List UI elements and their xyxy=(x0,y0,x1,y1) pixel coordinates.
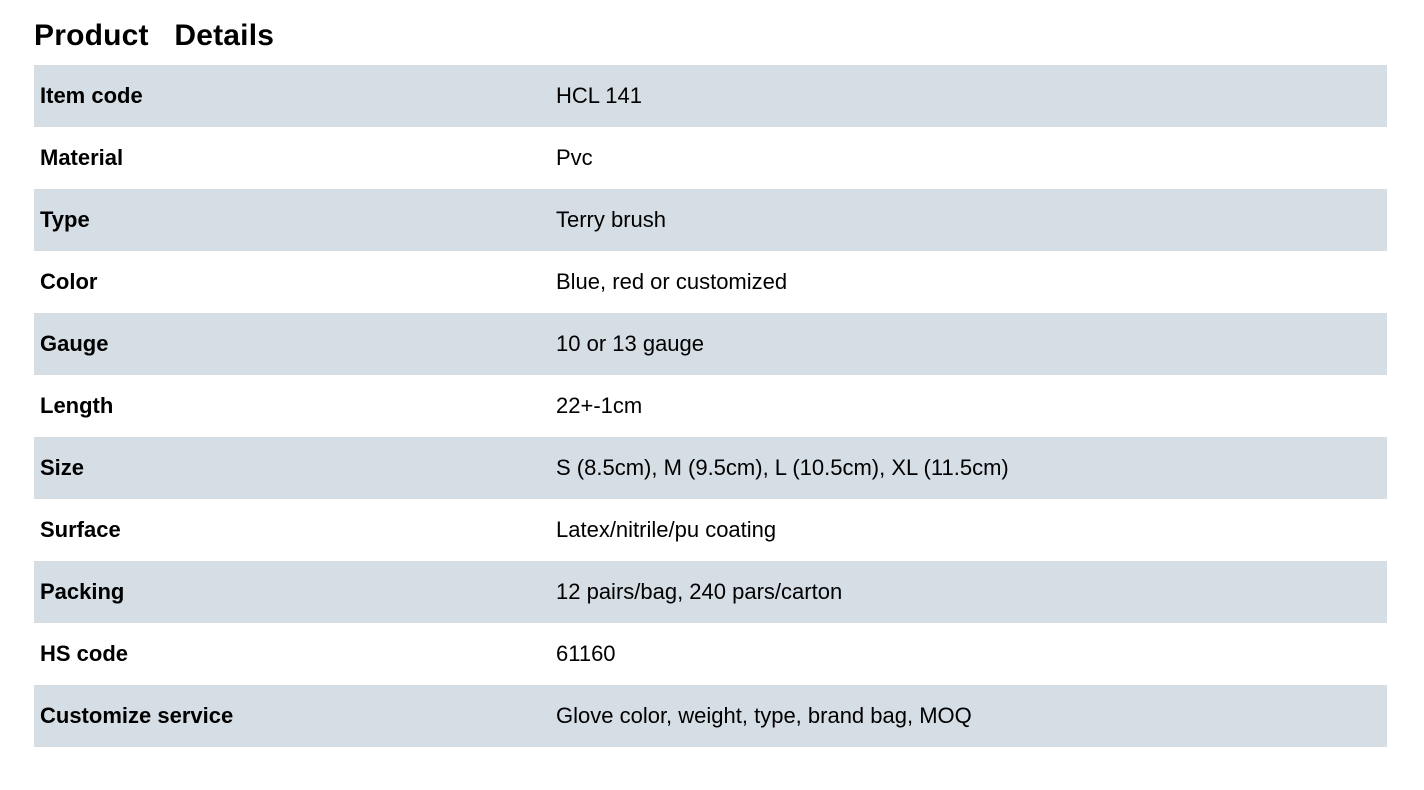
spec-label: Packing xyxy=(40,579,125,604)
product-details-table-body xyxy=(34,65,1387,747)
spec-value: Blue, red or customized xyxy=(556,269,788,294)
spec-value: 61160 xyxy=(556,641,616,666)
table-row xyxy=(34,127,1387,189)
spec-label: HS code xyxy=(40,641,129,666)
spec-value: 10 or 13 gauge xyxy=(556,331,705,356)
spec-value: Latex/nitrile/pu coating xyxy=(556,517,777,542)
product-details-table xyxy=(34,65,1387,747)
spec-value: S (8.5cm), M (9.5cm), L (10.5cm), XL (11.5cm) xyxy=(556,455,1009,480)
table-row xyxy=(34,685,1387,747)
page-title: Product Details xyxy=(34,19,275,52)
table-row xyxy=(34,189,1387,251)
spec-label: Size xyxy=(40,455,85,480)
spec-label: Gauge xyxy=(40,331,109,356)
spec-value: 22+-1cm xyxy=(556,393,643,418)
spec-label: Surface xyxy=(40,517,121,542)
table-row xyxy=(34,251,1387,313)
spec-label: Customize service xyxy=(40,703,234,728)
spec-value: 12 pairs/bag, 240 pars/carton xyxy=(556,579,843,604)
table-row xyxy=(34,623,1387,685)
table-row xyxy=(34,313,1387,375)
table-row xyxy=(34,499,1387,561)
table-row xyxy=(34,437,1387,499)
table-row xyxy=(34,561,1387,623)
product-details-page xyxy=(0,16,1424,790)
spec-label: Item code xyxy=(40,83,143,108)
spec-value: Glove color, weight, type, brand bag, MOQ xyxy=(556,703,972,728)
table-row xyxy=(34,375,1387,437)
spec-value: HCL 141 xyxy=(556,83,643,108)
spec-label: Material xyxy=(40,145,124,170)
spec-label: Color xyxy=(40,269,98,294)
spec-value: Terry brush xyxy=(556,207,667,232)
spec-value: Pvc xyxy=(556,145,593,170)
spec-label: Type xyxy=(40,207,90,232)
table-row xyxy=(34,65,1387,127)
spec-label: Length xyxy=(40,393,114,418)
